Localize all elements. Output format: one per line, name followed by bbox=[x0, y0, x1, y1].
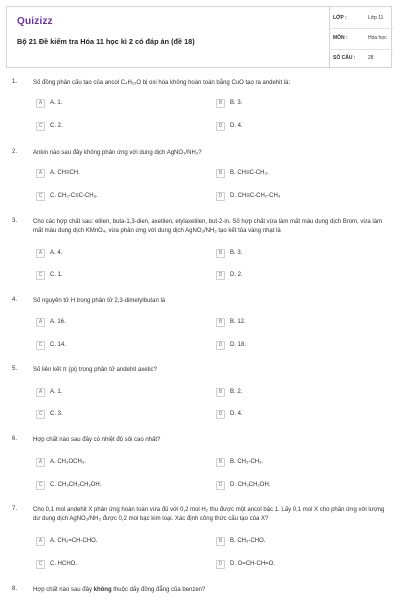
question-text: Ankin nào sau đây không phản ứng với dung dịch AgNO₃/NH₃? bbox=[33, 150, 202, 156]
option-text: A. CH≡CH. bbox=[50, 170, 80, 176]
option-letter-box: C bbox=[36, 192, 45, 201]
question-text: Số liên kết π (pi) trong phân tử andehit axetic? bbox=[33, 367, 157, 373]
option-text: C. 14. bbox=[50, 342, 67, 348]
option-letter-box: D bbox=[216, 481, 225, 490]
question-text: Số nguyên tử H trong phân tử 2,3-dimetylbutan là bbox=[33, 298, 166, 304]
question-text: Hợp chất nào sau đây có nhiệt độ sôi cao nhất? bbox=[33, 437, 161, 443]
worksheet-header bbox=[6, 6, 392, 68]
question-text-part: Hợp chất nào sau đây bbox=[33, 587, 94, 593]
option-text: C. CH₃CH₂CH₂OH. bbox=[50, 482, 102, 488]
question-text bbox=[33, 586, 388, 595]
option-text: C. HCHO. bbox=[50, 561, 77, 567]
option-text: D. 4. bbox=[230, 123, 243, 129]
option-text: A. 16. bbox=[50, 319, 66, 325]
option-letter-box: D bbox=[216, 560, 225, 569]
option-letter-box: A bbox=[36, 318, 45, 327]
option-letter-box: C bbox=[36, 341, 45, 350]
option-text: D. CH≡C-CH₂-CH₃ bbox=[230, 193, 281, 199]
question-number: 3. bbox=[12, 218, 18, 224]
option-text: B. CH₃-CH₃. bbox=[230, 459, 264, 465]
option-text: B. 2. bbox=[230, 389, 243, 395]
option-letter-box: C bbox=[36, 481, 45, 490]
question-count-value: 28 bbox=[368, 55, 374, 61]
option-letter-box: D bbox=[216, 410, 225, 419]
quizizz-logo: Quizizz bbox=[17, 16, 53, 27]
option-text: A. 4. bbox=[50, 250, 63, 256]
option-letter-box: B bbox=[216, 169, 225, 178]
option-letter-box: D bbox=[216, 341, 225, 350]
option-text: A. 1. bbox=[50, 100, 63, 106]
question-text-part: thuộc dãy đồng đẳng của benzen? bbox=[111, 587, 206, 593]
question-number: 1. bbox=[12, 79, 18, 85]
option-letter-box: D bbox=[216, 192, 225, 201]
option-letter-box: A bbox=[36, 169, 45, 178]
option-text: C. CH₃-C≡C-CH₃. bbox=[50, 193, 98, 199]
option-letter-box: C bbox=[36, 410, 45, 419]
class-value: Lớp 11 bbox=[368, 15, 384, 21]
meta-row-line bbox=[329, 49, 393, 50]
option-letter-box: B bbox=[216, 249, 225, 258]
option-letter-box: A bbox=[36, 458, 45, 467]
question-count-label: SỐ CÂU : bbox=[333, 55, 356, 61]
option-letter-box: D bbox=[216, 122, 225, 131]
subject-value: Hóa học bbox=[368, 35, 387, 41]
option-letter-box: A bbox=[36, 249, 45, 258]
option-letter-box: D bbox=[216, 271, 225, 280]
question-number: 8. bbox=[12, 586, 18, 592]
option-text: B. 3. bbox=[230, 250, 243, 256]
option-text: B. CH₃-CHO. bbox=[230, 538, 266, 544]
option-letter-box: A bbox=[36, 99, 45, 108]
option-text: C. 1. bbox=[50, 272, 63, 278]
question-number: 6. bbox=[12, 436, 18, 442]
option-text: D. CH₃CH₂OH. bbox=[230, 482, 271, 488]
option-text: D. 18. bbox=[230, 342, 247, 348]
option-letter-box: B bbox=[216, 537, 225, 546]
question-number: 2. bbox=[12, 149, 18, 155]
question-text: Cho 0,1 mol andehit X phản ứng hoàn toàn vừa đủ với 0,2 mol H₂ thu được một ancol bậc 1. Lấy 0,1 mol X cho phản ứng với lượng dư dung dịch AgNO₃/NH₃ được 0,2 mol bạc kim loại. Xác định công thức cấu tạo của X? bbox=[33, 507, 385, 522]
option-text: C. 3. bbox=[50, 411, 63, 417]
question-number: 5. bbox=[12, 366, 18, 372]
question-text: Cho các hợp chất sau: etilen, buta-1,3-dien, axetilen, etylaxetilen, but-2-in. Số hợp chất vừa làm mất màu dung dịch Brom, vừa làm mất màu dung dịch KMnO₄, vừa phản ứng với dung dịch AgNO₃/NH₃ tạo kết tủa vàng nhạt là bbox=[33, 219, 383, 234]
option-text: D. 2. bbox=[230, 272, 243, 278]
option-text: B. CH≡C-CH₃. bbox=[230, 170, 269, 176]
option-text: A. CH₃OCH₃. bbox=[50, 459, 86, 465]
class-label: LỚP : bbox=[333, 15, 347, 21]
option-letter-box: B bbox=[216, 388, 225, 397]
page-title: Bộ 21 Đề kiểm tra Hóa 11 học kì 2 có đáp án (đề 18) bbox=[17, 37, 195, 46]
option-text: B. 3. bbox=[230, 100, 243, 106]
option-letter-box: B bbox=[216, 318, 225, 327]
question-text: Số đồng phân cấu tạo của ancol C₄H₁₀O bị oxi hóa không hoàn toàn bằng CuO tạo ra andehit là: bbox=[33, 80, 291, 86]
option-letter-box: B bbox=[216, 458, 225, 467]
question-number: 7. bbox=[12, 506, 18, 512]
option-letter-box: A bbox=[36, 537, 45, 546]
option-text: A. CH₂=CH-CHO. bbox=[50, 538, 98, 544]
subject-label: MÔN : bbox=[333, 35, 348, 41]
option-text: D. 4. bbox=[230, 411, 243, 417]
option-letter-box: A bbox=[36, 388, 45, 397]
option-letter-box: C bbox=[36, 271, 45, 280]
question-number: 4. bbox=[12, 297, 18, 303]
option-text: A. 1. bbox=[50, 389, 63, 395]
option-text: C. 2. bbox=[50, 123, 63, 129]
meta-divider bbox=[329, 7, 330, 69]
question-text-emphasis: không bbox=[93, 587, 112, 593]
option-letter-box: C bbox=[36, 560, 45, 569]
option-text: D. O=CH-CH=O. bbox=[230, 561, 276, 567]
option-text: B. 12. bbox=[230, 319, 246, 325]
meta-row-line bbox=[329, 28, 393, 29]
option-letter-box: B bbox=[216, 99, 225, 108]
option-letter-box: C bbox=[36, 122, 45, 131]
